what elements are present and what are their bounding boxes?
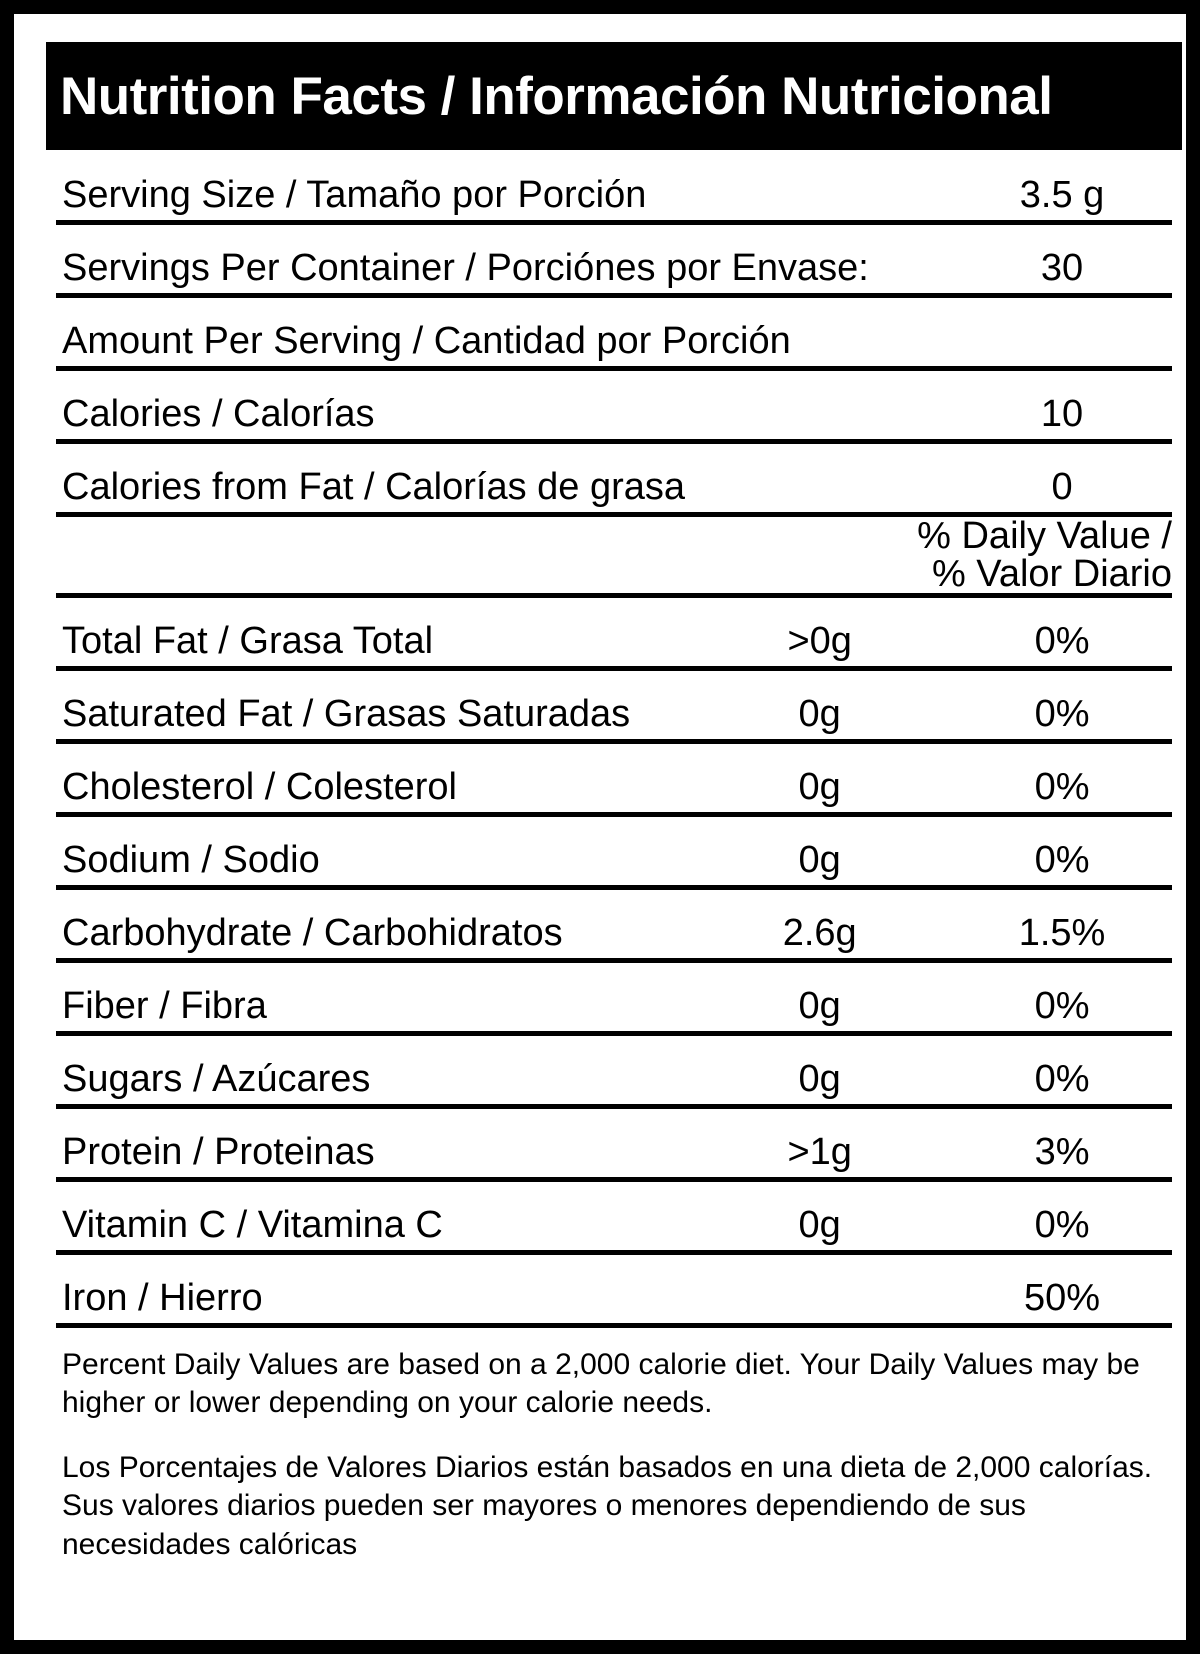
nutrient-amount: 0g — [687, 742, 952, 815]
table-row — [56, 961, 1172, 1034]
nutrient-dv: 0% — [952, 815, 1172, 888]
table-row — [56, 815, 1172, 888]
nutrient-dv: 0% — [952, 742, 1172, 815]
table-row — [56, 1253, 1172, 1326]
nutrient-dv: 3% — [952, 1107, 1172, 1180]
servings-per-container-value: 30 — [952, 223, 1172, 296]
servings-per-container-label: Servings Per Container / Porciónes por Envase: — [56, 223, 952, 296]
nutrient-amount: 0g — [687, 669, 952, 742]
table-row — [56, 888, 1172, 961]
calories-value: 10 — [952, 369, 1172, 442]
nutrient-dv: 0% — [952, 1034, 1172, 1107]
calories-from-fat-spacer — [687, 442, 952, 515]
nutrition-facts-table — [56, 152, 1172, 1328]
nutrient-label: Sodium / Sodio — [56, 815, 687, 888]
daily-value-header-spacer — [56, 515, 687, 596]
table-row-daily-value-header — [56, 515, 1172, 596]
footnote-english: Percent Daily Values are based on a 2,000 calorie diet. Your Daily Values may be higher or lower depending on your calorie needs. — [62, 1348, 1140, 1420]
page-title: Nutrition Facts / Información Nutricional — [60, 66, 1053, 126]
nutrient-dv: 0% — [952, 961, 1172, 1034]
nutrient-label: Iron / Hierro — [56, 1253, 687, 1326]
nutrient-amount: 0g — [687, 961, 952, 1034]
nutrient-amount: >1g — [687, 1107, 952, 1180]
nutrient-label: Protein / Proteinas — [56, 1107, 687, 1180]
amount-per-serving-label: Amount Per Serving / Cantidad por Porción — [56, 296, 1172, 369]
nutrient-label: Cholesterol / Colesterol — [56, 742, 687, 815]
nutrition-facts-inner — [28, 28, 1200, 1654]
nutrient-amount: 0g — [687, 815, 952, 888]
calories-from-fat-value: 0 — [952, 442, 1172, 515]
nutrient-amount: 0g — [687, 1180, 952, 1253]
nutrient-amount: >0g — [687, 596, 952, 669]
nutrient-dv: 0% — [952, 1180, 1172, 1253]
table-row — [56, 1034, 1172, 1107]
table-row-calories — [56, 369, 1172, 442]
nutrient-label: Total Fat / Grasa Total — [56, 596, 687, 669]
table-row-calories-from-fat — [56, 442, 1172, 515]
daily-value-header — [687, 515, 1172, 596]
nutrient-label: Saturated Fat / Grasas Saturadas — [56, 669, 687, 742]
nutrient-label: Sugars / Azúcares — [56, 1034, 687, 1107]
nutrient-label: Vitamin C / Vitamina C — [56, 1180, 687, 1253]
table-row — [56, 669, 1172, 742]
footnote-spanish: Los Porcentajes de Valores Diarios están basados en una dieta de 2,000 calorías. Sus valores diarios pueden ser mayores o menores dependiendo de sus necesidades calóricas — [62, 1450, 1153, 1561]
nutrient-dv: 1.5% — [952, 888, 1172, 961]
daily-value-header-line2: % Valor Diario — [931, 553, 1172, 595]
calories-label: Calories / Calorías — [56, 369, 687, 442]
footnotes — [56, 1346, 1172, 1564]
nutrient-dv: 50% — [952, 1253, 1172, 1326]
table-row — [56, 596, 1172, 669]
nutrient-dv: 0% — [952, 669, 1172, 742]
daily-value-header-line1: % Daily Value / — [917, 515, 1172, 557]
calories-spacer — [687, 369, 952, 442]
table-row-servings-per-container — [56, 223, 1172, 296]
table-row — [56, 1107, 1172, 1180]
nutrient-amount — [687, 1253, 952, 1326]
nutrition-facts-title-bar — [46, 42, 1182, 150]
nutrient-amount: 0g — [687, 1034, 952, 1107]
table-row-serving-size — [56, 152, 1172, 223]
table-row — [56, 1180, 1172, 1253]
table-row-amount-per-serving — [56, 296, 1172, 369]
calories-from-fat-label: Calories from Fat / Calorías de grasa — [56, 442, 687, 515]
nutrient-amount: 2.6g — [687, 888, 952, 961]
serving-size-value: 3.5 g — [952, 152, 1172, 223]
table-row — [56, 742, 1172, 815]
serving-size-spacer — [687, 152, 952, 223]
nutrient-label: Fiber / Fibra — [56, 961, 687, 1034]
nutrient-label: Carbohydrate / Carbohidratos — [56, 888, 687, 961]
serving-size-label: Serving Size / Tamaño por Porción — [56, 152, 687, 223]
nutrient-dv: 0% — [952, 596, 1172, 669]
